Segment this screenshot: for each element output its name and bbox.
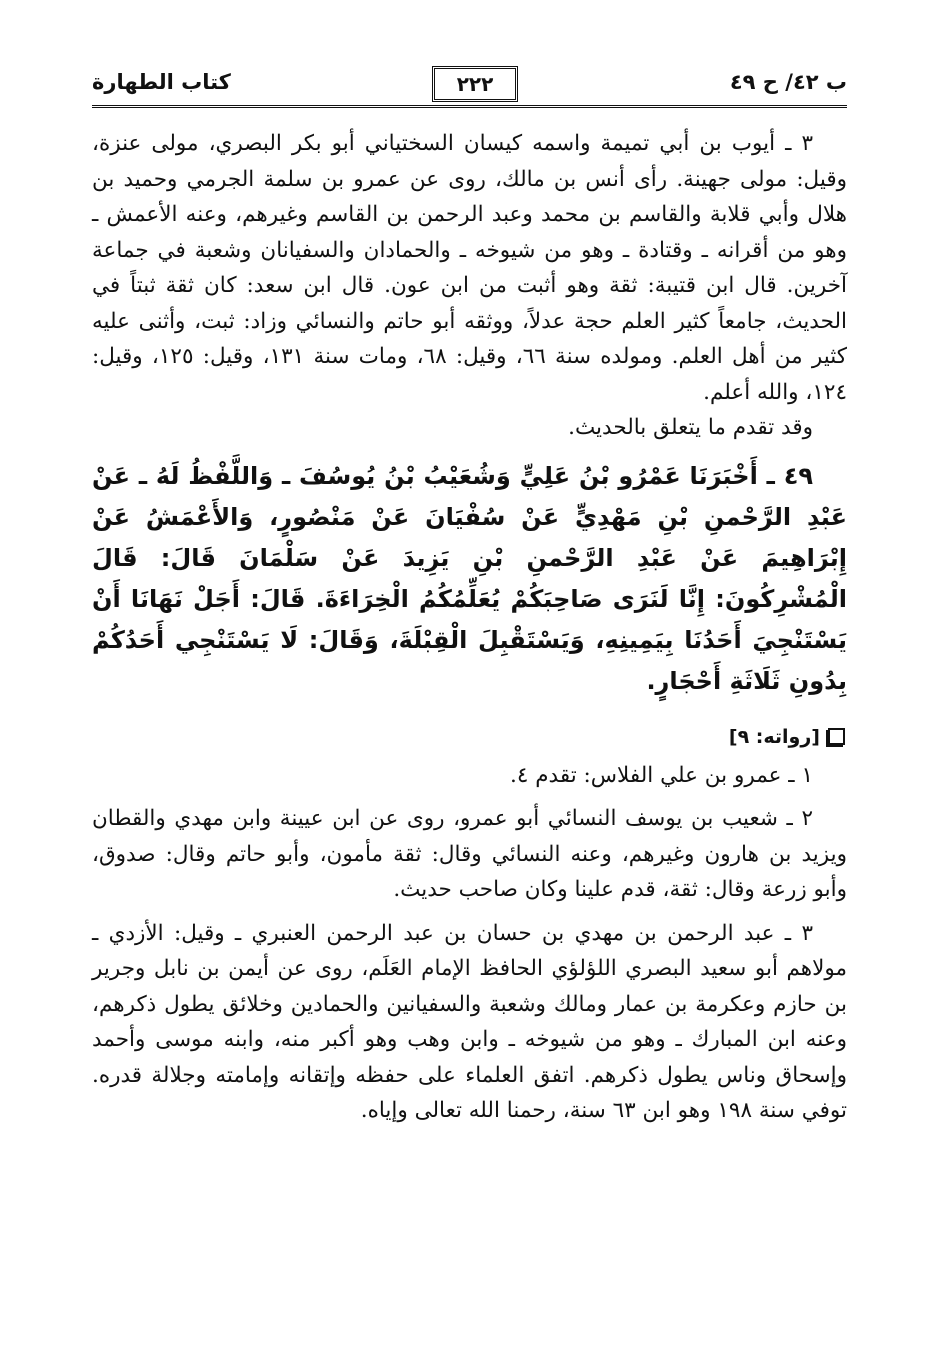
chapter-reference: ب ٤٢/ ح ٤٩: [729, 70, 847, 94]
square-bullet-icon: [828, 728, 845, 745]
hadith-note: وقد تقدم ما يتعلق بالحديث.: [568, 415, 813, 440]
document-page: [92, 0, 847, 1358]
book-title: كتاب الطهارة: [92, 70, 231, 94]
header-divider: [92, 105, 847, 108]
page-content: [92, 126, 847, 1129]
page-header: [92, 66, 847, 106]
narrators-heading-label: [رواته: ٩]: [728, 725, 820, 748]
narrator-3: ٣ ـ عبد الرحمن بن مهدي بن حسان بن عبد الرحمن العنبري ـ وقيل: الأزدي ـ مولاهم أبو سعيد البصري اللؤلؤي الحافظ الإمام العَلَم، روى عن أيمن بن نابل وجرير بن حازم وعكرمة بن عمار ومالك وشعبة والسفيانين والحمادين وخلائق يطول ذكرهم، وعنه ابن المبارك ـ وهو من شيوخه ـ وابن وهب وهو أكبر منه، وابنه موسى وأحمد وإسحاق وناس يطول ذكرهم. اتفق العلماء على حفظه وإتقانه وإمامته وجلالة قدره. توفي سنة ١٩٨ وهو ابن ٦٣ سنة، رحمنا الله تعالى وإياه.: [92, 920, 847, 1123]
narrator-2: ٢ ـ شعيب بن يوسف النسائي أبو عمرو، روى عن ابن عيينة وابن مهدي والقطان ويزيد بن هارون وغيرهم، وعنه النسائي وقال: ثقة مأمون، وأبو حاتم وقال: صدوق، وأبو زرعة وقال: ثقة، قدم علينا وكان صاحب حديث.: [92, 806, 847, 902]
page-number: ٢٢٢: [432, 66, 518, 102]
narrator-bio-ayyub: ٣ ـ أيوب بن أبي تميمة واسمه كيسان السختياني أبو بكر البصري، مولى عنزة، وقيل: مولى جهينة. رأى أنس بن مالك، روى عن عمرو بن سلمة الجرمي وحميد بن هلال وأبي قلابة والقاسم بن محمد وعبد الرحمن بن القاسم وغيرهم، وعنه الأعمش ـ وهو من أقرانه ـ وقتادة ـ وهو من شيوخه ـ والحمادان والسفيانان وشعبة في جماعة آخرين. قال ابن قتيبة: ثقة وهو أثبت من ابن عون. قال ابن سعد: كان ثقة ثبتاً في الحديث، جامعاً كثير العلم حجة عدلاً، ووثقه أبو حاتم والنسائي وزاد: ثبت، وأثنى عليه كثير من أهل العلم. ومولده سنة ٦٦، وقيل: ٦٨، ومات سنة ١٣١، وقيل: ١٢٥، وقيل: ١٢٤، والله أعلم.: [92, 131, 847, 405]
hadith-text: ٤٩ ـ أَخْبَرَنَا عَمْرُو بْنُ عَلِيٍّ وَشُعَيْبُ بْنُ يُوسُفَ ـ وَاللَّفْظُ لَهُ ـ عَنْ عَبْدِ الرَّحْمنِ بْنِ مَهْدِيٍّ عَنْ سُفْيَانَ عَنْ مَنْصُورٍ، وَالأَعْمَشُ عَنْ إِبْرَاهِيمَ عَنْ عَبْدِ الرَّحْمنِ بْنِ يَزِيدَ عَنْ سَلْمَانَ قَالَ: قَالَ الْمُشْرِكُونَ: إِنَّا لَنَرَى صَاحِبَكُمْ يُعَلِّمُكُمُ الْخِرَاءَةَ. قَالَ: أَجَلْ نَهَانَا أَنْ يَسْتَنْجِيَ أَحَدُنَا بِيَمِينِهِ، وَيَسْتَقْبِلَ الْقِبْلَةَ، وَقَالَ: لَا يَسْتَنْجِي أَحَدُكُمْ بِدُونِ ثَلَاثَةِ أَحْجَارٍ.: [92, 461, 847, 695]
narrator-1: ١ ـ عمرو بن علي الفلاس: تقدم ٤.: [509, 762, 813, 788]
narrators-heading: [92, 722, 847, 752]
